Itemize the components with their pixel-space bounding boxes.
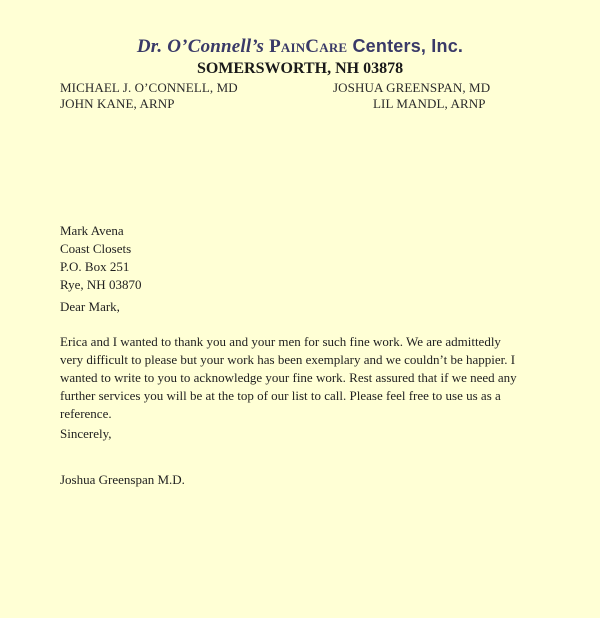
letter-body-line: Erica and I wanted to thank you and your men for such fine work. We are admittedly bbox=[60, 334, 501, 349]
letter-body-line: wanted to write to you to acknowledge your fine work. Rest assured that if we need any bbox=[60, 370, 517, 385]
recipient-company: Coast Closets bbox=[60, 241, 132, 256]
recipient-city-state-zip: Rye, NH 03870 bbox=[60, 277, 142, 292]
staff-john-kane: JOHN KANE, ARNP bbox=[60, 96, 175, 111]
letterhead-title bbox=[0, 36, 600, 58]
signature-name: Joshua Greenspan M.D. bbox=[60, 472, 185, 487]
recipient-address-block bbox=[60, 222, 560, 294]
letter-body-line: reference. bbox=[60, 406, 112, 421]
staff-michael-oconnell: MICHAEL J. O’CONNELL, MD bbox=[60, 80, 238, 95]
letter-body-line: further services you will be at the top of our list to call. Please feel free to use us as a bbox=[60, 388, 501, 403]
letterhead-title-paincare: PainCare bbox=[269, 36, 348, 57]
letter-body-paragraph bbox=[60, 333, 560, 423]
closing: Sincerely, bbox=[60, 426, 112, 441]
recipient-name: Mark Avena bbox=[60, 223, 124, 238]
staff-joshua-greenspan: JOSHUA GREENSPAN, MD bbox=[333, 80, 491, 95]
letterhead-address: SOMERSWORTH, NH 03878 bbox=[196, 60, 404, 77]
letter-body-line: very difficult to please but your work has been exemplary and we couldn’t be happier. I bbox=[60, 352, 516, 367]
staff-lil-mandl: LIL MANDL, ARNP bbox=[373, 96, 486, 111]
recipient-po-box: P.O. Box 251 bbox=[60, 259, 130, 274]
salutation: Dear Mark, bbox=[60, 299, 120, 314]
letterhead-title-doctor: Dr. O’Connell’s bbox=[136, 36, 270, 57]
letterhead-title-centers: Centers, Inc. bbox=[347, 36, 464, 56]
